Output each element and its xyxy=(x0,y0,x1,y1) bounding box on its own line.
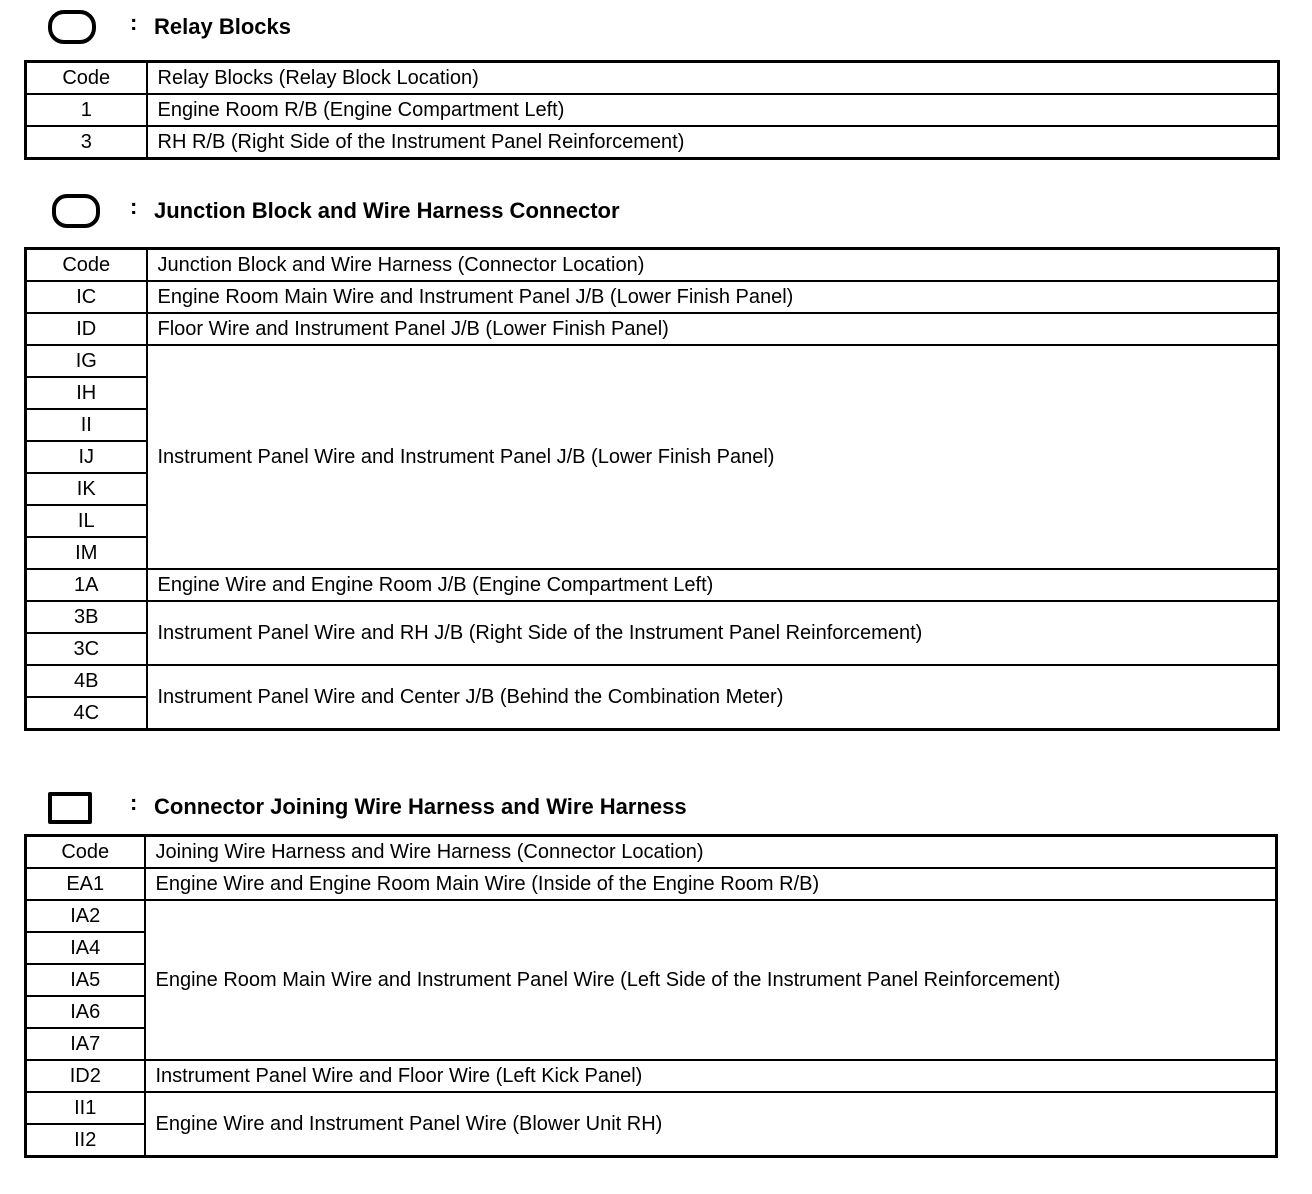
junction-block-symbol-icon xyxy=(52,194,100,228)
row-code: IA6 xyxy=(26,996,145,1028)
header-desc: Relay Blocks (Relay Block Location) xyxy=(147,62,1279,95)
table-row xyxy=(26,345,1279,377)
row-code: IA7 xyxy=(26,1028,145,1060)
row-code: 1A xyxy=(26,569,147,601)
row-code: ID2 xyxy=(26,1060,145,1092)
row-code: IH xyxy=(26,377,147,409)
heading-colon: : xyxy=(130,790,138,815)
row-desc: Instrument Panel Wire and Instrument Panel J/B (Lower Finish Panel) xyxy=(147,345,1279,569)
section-title: Junction Block and Wire Harness Connector xyxy=(154,198,620,223)
row-code: IJ xyxy=(26,441,147,473)
row-desc: Instrument Panel Wire and Floor Wire (Left Kick Panel) xyxy=(145,1060,1277,1092)
connector-symbol-icon xyxy=(48,792,92,824)
row-desc: Engine Room Main Wire and Instrument Panel J/B (Lower Finish Panel) xyxy=(147,281,1279,313)
header-code: Code xyxy=(26,62,147,95)
row-desc: RH R/B (Right Side of the Instrument Panel Reinforcement) xyxy=(147,126,1279,159)
connector-table xyxy=(24,834,1278,1158)
relay-block-symbol-icon xyxy=(48,10,96,44)
junction-block-table xyxy=(24,247,1280,731)
header-code: Code xyxy=(26,836,145,869)
table-row xyxy=(26,665,1279,697)
row-code: 4B xyxy=(26,665,147,697)
row-code: 3C xyxy=(26,633,147,665)
row-desc: Instrument Panel Wire and RH J/B (Right Side of the Instrument Panel Reinforcement) xyxy=(147,601,1279,665)
heading-colon: : xyxy=(130,194,138,219)
section-title: Connector Joining Wire Harness and Wire Harness xyxy=(154,794,687,819)
table-row xyxy=(26,94,1279,126)
table-row xyxy=(26,1092,1277,1124)
row-code: 3B xyxy=(26,601,147,633)
row-code: IK xyxy=(26,473,147,505)
section-title: Relay Blocks xyxy=(154,14,291,39)
row-code: IA2 xyxy=(26,900,145,932)
row-code: 1 xyxy=(26,94,147,126)
table-row xyxy=(26,281,1279,313)
row-code: II2 xyxy=(26,1124,145,1157)
header-desc: Junction Block and Wire Harness (Connector Location) xyxy=(147,249,1279,282)
row-desc: Engine Room Main Wire and Instrument Panel Wire (Left Side of the Instrument Panel Reinforcement) xyxy=(145,900,1277,1060)
table-row xyxy=(26,900,1277,932)
row-desc: Instrument Panel Wire and Center J/B (Behind the Combination Meter) xyxy=(147,665,1279,730)
row-code: ID xyxy=(26,313,147,345)
table-header-row xyxy=(26,836,1277,869)
table-header-row xyxy=(26,249,1279,282)
heading-colon: : xyxy=(130,10,138,35)
row-code: EA1 xyxy=(26,868,145,900)
row-code: IA4 xyxy=(26,932,145,964)
table-row xyxy=(26,569,1279,601)
row-desc: Engine Wire and Instrument Panel Wire (Blower Unit RH) xyxy=(145,1092,1277,1157)
row-code: 4C xyxy=(26,697,147,730)
row-code: IA5 xyxy=(26,964,145,996)
table-row xyxy=(26,126,1279,159)
row-code: 3 xyxy=(26,126,147,159)
row-code: IM xyxy=(26,537,147,569)
row-code: II xyxy=(26,409,147,441)
table-row xyxy=(26,601,1279,633)
table-header-row xyxy=(26,62,1279,95)
header-code: Code xyxy=(26,249,147,282)
row-desc: Engine Wire and Engine Room J/B (Engine Compartment Left) xyxy=(147,569,1279,601)
row-code: II1 xyxy=(26,1092,145,1124)
row-code: IC xyxy=(26,281,147,313)
table-row xyxy=(26,1060,1277,1092)
row-desc: Engine Wire and Engine Room Main Wire (Inside of the Engine Room R/B) xyxy=(145,868,1277,900)
row-desc: Engine Room R/B (Engine Compartment Left) xyxy=(147,94,1279,126)
row-code: IL xyxy=(26,505,147,537)
row-desc: Floor Wire and Instrument Panel J/B (Lower Finish Panel) xyxy=(147,313,1279,345)
table-row xyxy=(26,868,1277,900)
relay-blocks-table xyxy=(24,60,1280,160)
table-row xyxy=(26,313,1279,345)
row-code: IG xyxy=(26,345,147,377)
header-desc: Joining Wire Harness and Wire Harness (Connector Location) xyxy=(145,836,1277,869)
